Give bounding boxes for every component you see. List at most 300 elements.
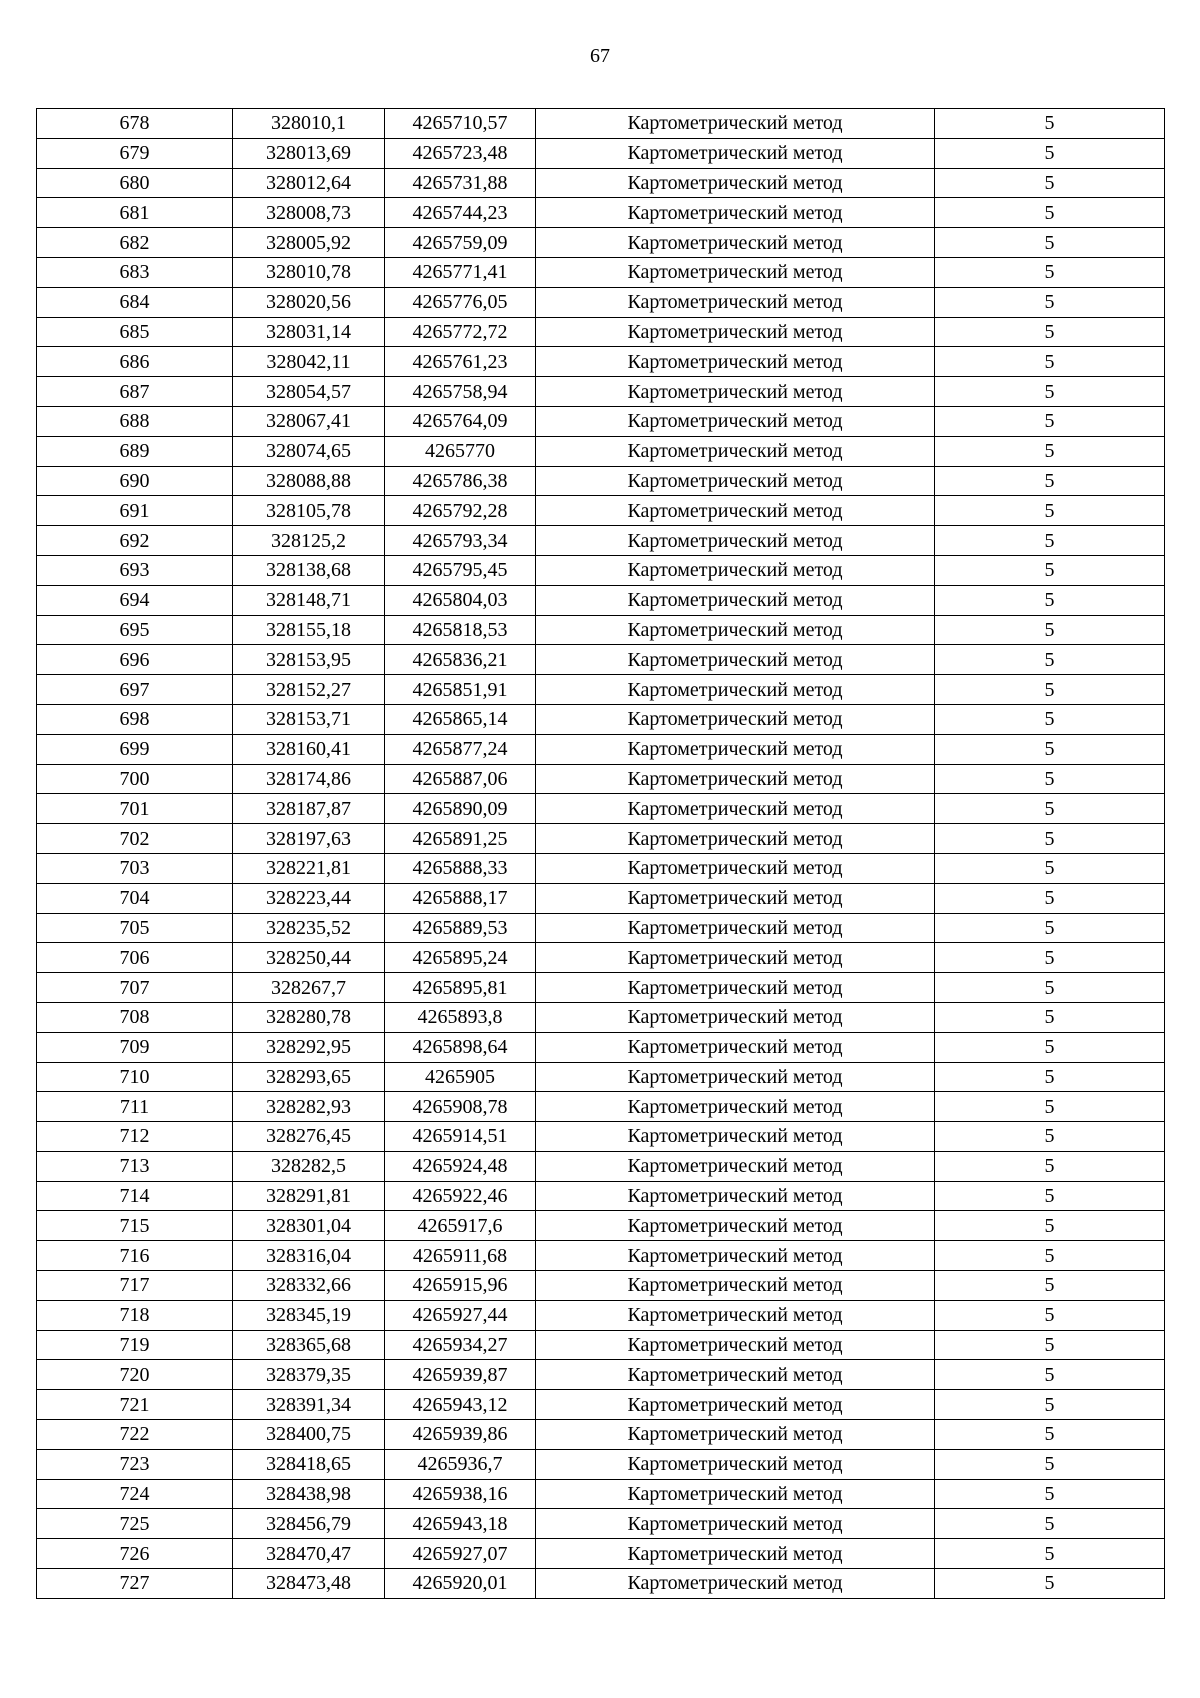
method-cell: Картометрический метод xyxy=(536,496,935,526)
y-coordinate-cell: 4265888,17 xyxy=(385,883,536,913)
point-number-cell: 705 xyxy=(37,913,233,943)
method-cell: Картометрический метод xyxy=(536,1062,935,1092)
y-coordinate-cell: 4265836,21 xyxy=(385,645,536,675)
method-cell: Картометрический метод xyxy=(536,794,935,824)
accuracy-cell: 5 xyxy=(935,1300,1165,1330)
x-coordinate-cell: 328282,5 xyxy=(233,1151,385,1181)
x-coordinate-cell: 328010,1 xyxy=(233,109,385,139)
x-coordinate-cell: 328365,68 xyxy=(233,1330,385,1360)
accuracy-cell: 5 xyxy=(935,1360,1165,1390)
method-cell: Картометрический метод xyxy=(536,1420,935,1450)
table-row xyxy=(37,1062,1165,1092)
x-coordinate-cell: 328473,48 xyxy=(233,1569,385,1599)
table-row xyxy=(37,257,1165,287)
x-coordinate-cell: 328155,18 xyxy=(233,615,385,645)
table-row xyxy=(37,764,1165,794)
point-number-cell: 700 xyxy=(37,764,233,794)
page-number: 67 xyxy=(590,45,610,67)
y-coordinate-cell: 4265710,57 xyxy=(385,109,536,139)
table-row xyxy=(37,168,1165,198)
table-row xyxy=(37,1151,1165,1181)
accuracy-cell: 5 xyxy=(935,883,1165,913)
table-row xyxy=(37,1330,1165,1360)
table-row xyxy=(37,615,1165,645)
y-coordinate-cell: 4265905 xyxy=(385,1062,536,1092)
y-coordinate-cell: 4265893,8 xyxy=(385,1002,536,1032)
accuracy-cell: 5 xyxy=(935,1449,1165,1479)
table-row xyxy=(37,734,1165,764)
x-coordinate-cell: 328138,68 xyxy=(233,555,385,585)
x-coordinate-cell: 328020,56 xyxy=(233,287,385,317)
method-cell: Картометрический метод xyxy=(536,377,935,407)
y-coordinate-cell: 4265770 xyxy=(385,436,536,466)
point-number-cell: 696 xyxy=(37,645,233,675)
method-cell: Картометрический метод xyxy=(536,138,935,168)
point-number-cell: 716 xyxy=(37,1241,233,1271)
x-coordinate-cell: 328148,71 xyxy=(233,585,385,615)
x-coordinate-cell: 328223,44 xyxy=(233,883,385,913)
point-number-cell: 718 xyxy=(37,1300,233,1330)
point-number-cell: 683 xyxy=(37,257,233,287)
point-number-cell: 720 xyxy=(37,1360,233,1390)
table-row xyxy=(37,1449,1165,1479)
method-cell: Картометрический метод xyxy=(536,1241,935,1271)
x-coordinate-cell: 328391,34 xyxy=(233,1390,385,1420)
y-coordinate-cell: 4265895,81 xyxy=(385,973,536,1003)
x-coordinate-cell: 328316,04 xyxy=(233,1241,385,1271)
accuracy-cell: 5 xyxy=(935,1151,1165,1181)
method-cell: Картометрический метод xyxy=(536,1569,935,1599)
accuracy-cell: 5 xyxy=(935,734,1165,764)
x-coordinate-cell: 328125,2 xyxy=(233,526,385,556)
table-row xyxy=(37,1181,1165,1211)
y-coordinate-cell: 4265911,68 xyxy=(385,1241,536,1271)
y-coordinate-cell: 4265804,03 xyxy=(385,585,536,615)
accuracy-cell: 5 xyxy=(935,1479,1165,1509)
x-coordinate-cell: 328470,47 xyxy=(233,1539,385,1569)
table-row xyxy=(37,824,1165,854)
accuracy-cell: 5 xyxy=(935,824,1165,854)
x-coordinate-cell: 328187,87 xyxy=(233,794,385,824)
table-row xyxy=(37,317,1165,347)
method-cell: Картометрический метод xyxy=(536,1300,935,1330)
method-cell: Картометрический метод xyxy=(536,704,935,734)
accuracy-cell: 5 xyxy=(935,526,1165,556)
method-cell: Картометрический метод xyxy=(536,1032,935,1062)
x-coordinate-cell: 328418,65 xyxy=(233,1449,385,1479)
x-coordinate-cell: 328105,78 xyxy=(233,496,385,526)
point-number-cell: 699 xyxy=(37,734,233,764)
table-row xyxy=(37,1002,1165,1032)
point-number-cell: 726 xyxy=(37,1539,233,1569)
method-cell: Картометрический метод xyxy=(536,1181,935,1211)
accuracy-cell: 5 xyxy=(935,704,1165,734)
method-cell: Картометрический метод xyxy=(536,764,935,794)
y-coordinate-cell: 4265744,23 xyxy=(385,198,536,228)
y-coordinate-cell: 4265943,18 xyxy=(385,1509,536,1539)
accuracy-cell: 5 xyxy=(935,228,1165,258)
coordinates-table xyxy=(36,108,1165,1599)
point-number-cell: 709 xyxy=(37,1032,233,1062)
method-cell: Картометрический метод xyxy=(536,1092,935,1122)
table-row xyxy=(37,973,1165,1003)
table-row xyxy=(37,1241,1165,1271)
y-coordinate-cell: 4265865,14 xyxy=(385,704,536,734)
method-cell: Картометрический метод xyxy=(536,883,935,913)
method-cell: Картометрический метод xyxy=(536,1449,935,1479)
table-row xyxy=(37,913,1165,943)
table-row xyxy=(37,1300,1165,1330)
table-row xyxy=(37,1360,1165,1390)
table-row xyxy=(37,1211,1165,1241)
table-row xyxy=(37,1539,1165,1569)
table-row xyxy=(37,585,1165,615)
accuracy-cell: 5 xyxy=(935,406,1165,436)
point-number-cell: 698 xyxy=(37,704,233,734)
y-coordinate-cell: 4265939,87 xyxy=(385,1360,536,1390)
method-cell: Картометрический метод xyxy=(536,347,935,377)
table-row xyxy=(37,347,1165,377)
y-coordinate-cell: 4265917,6 xyxy=(385,1211,536,1241)
method-cell: Картометрический метод xyxy=(536,615,935,645)
point-number-cell: 695 xyxy=(37,615,233,645)
point-number-cell: 725 xyxy=(37,1509,233,1539)
point-number-cell: 708 xyxy=(37,1002,233,1032)
point-number-cell: 690 xyxy=(37,466,233,496)
y-coordinate-cell: 4265887,06 xyxy=(385,764,536,794)
y-coordinate-cell: 4265776,05 xyxy=(385,287,536,317)
y-coordinate-cell: 4265792,28 xyxy=(385,496,536,526)
method-cell: Картометрический метод xyxy=(536,645,935,675)
accuracy-cell: 5 xyxy=(935,436,1165,466)
accuracy-cell: 5 xyxy=(935,168,1165,198)
y-coordinate-cell: 4265908,78 xyxy=(385,1092,536,1122)
x-coordinate-cell: 328267,7 xyxy=(233,973,385,1003)
table-row xyxy=(37,287,1165,317)
accuracy-cell: 5 xyxy=(935,764,1165,794)
method-cell: Картометрический метод xyxy=(536,555,935,585)
accuracy-cell: 5 xyxy=(935,1122,1165,1152)
x-coordinate-cell: 328332,66 xyxy=(233,1271,385,1301)
accuracy-cell: 5 xyxy=(935,1539,1165,1569)
point-number-cell: 694 xyxy=(37,585,233,615)
y-coordinate-cell: 4265731,88 xyxy=(385,168,536,198)
x-coordinate-cell: 328301,04 xyxy=(233,1211,385,1241)
y-coordinate-cell: 4265759,09 xyxy=(385,228,536,258)
table-row xyxy=(37,1479,1165,1509)
x-coordinate-cell: 328221,81 xyxy=(233,853,385,883)
accuracy-cell: 5 xyxy=(935,317,1165,347)
point-number-cell: 692 xyxy=(37,526,233,556)
method-cell: Картометрический метод xyxy=(536,1479,935,1509)
x-coordinate-cell: 328292,95 xyxy=(233,1032,385,1062)
table-row xyxy=(37,1092,1165,1122)
y-coordinate-cell: 4265761,23 xyxy=(385,347,536,377)
method-cell: Картометрический метод xyxy=(536,466,935,496)
accuracy-cell: 5 xyxy=(935,913,1165,943)
x-coordinate-cell: 328174,86 xyxy=(233,764,385,794)
method-cell: Картометрический метод xyxy=(536,526,935,556)
point-number-cell: 685 xyxy=(37,317,233,347)
accuracy-cell: 5 xyxy=(935,1032,1165,1062)
method-cell: Картометрический метод xyxy=(536,436,935,466)
y-coordinate-cell: 4265914,51 xyxy=(385,1122,536,1152)
point-number-cell: 684 xyxy=(37,287,233,317)
x-coordinate-cell: 328291,81 xyxy=(233,1181,385,1211)
x-coordinate-cell: 328160,41 xyxy=(233,734,385,764)
method-cell: Картометрический метод xyxy=(536,287,935,317)
method-cell: Картометрический метод xyxy=(536,168,935,198)
x-coordinate-cell: 328008,73 xyxy=(233,198,385,228)
method-cell: Картометрический метод xyxy=(536,1271,935,1301)
table-row xyxy=(37,377,1165,407)
y-coordinate-cell: 4265891,25 xyxy=(385,824,536,854)
method-cell: Картометрический метод xyxy=(536,1360,935,1390)
accuracy-cell: 5 xyxy=(935,1211,1165,1241)
x-coordinate-cell: 328293,65 xyxy=(233,1062,385,1092)
x-coordinate-cell: 328042,11 xyxy=(233,347,385,377)
table-row xyxy=(37,198,1165,228)
y-coordinate-cell: 4265939,86 xyxy=(385,1420,536,1450)
x-coordinate-cell: 328276,45 xyxy=(233,1122,385,1152)
accuracy-cell: 5 xyxy=(935,1002,1165,1032)
accuracy-cell: 5 xyxy=(935,377,1165,407)
point-number-cell: 682 xyxy=(37,228,233,258)
accuracy-cell: 5 xyxy=(935,853,1165,883)
y-coordinate-cell: 4265927,07 xyxy=(385,1539,536,1569)
accuracy-cell: 5 xyxy=(935,496,1165,526)
accuracy-cell: 5 xyxy=(935,466,1165,496)
y-coordinate-cell: 4265920,01 xyxy=(385,1569,536,1599)
point-number-cell: 687 xyxy=(37,377,233,407)
table-row xyxy=(37,228,1165,258)
point-number-cell: 724 xyxy=(37,1479,233,1509)
table-row xyxy=(37,943,1165,973)
method-cell: Картометрический метод xyxy=(536,1390,935,1420)
point-number-cell: 711 xyxy=(37,1092,233,1122)
x-coordinate-cell: 328153,71 xyxy=(233,704,385,734)
x-coordinate-cell: 328153,95 xyxy=(233,645,385,675)
table-row xyxy=(37,1420,1165,1450)
accuracy-cell: 5 xyxy=(935,585,1165,615)
x-coordinate-cell: 328250,44 xyxy=(233,943,385,973)
point-number-cell: 712 xyxy=(37,1122,233,1152)
point-number-cell: 704 xyxy=(37,883,233,913)
x-coordinate-cell: 328438,98 xyxy=(233,1479,385,1509)
coordinates-table-body xyxy=(37,109,1165,1599)
point-number-cell: 686 xyxy=(37,347,233,377)
x-coordinate-cell: 328197,63 xyxy=(233,824,385,854)
table-row xyxy=(37,675,1165,705)
table-row xyxy=(37,138,1165,168)
x-coordinate-cell: 328152,27 xyxy=(233,675,385,705)
table-row xyxy=(37,1122,1165,1152)
y-coordinate-cell: 4265877,24 xyxy=(385,734,536,764)
y-coordinate-cell: 4265851,91 xyxy=(385,675,536,705)
point-number-cell: 715 xyxy=(37,1211,233,1241)
method-cell: Картометрический метод xyxy=(536,1509,935,1539)
y-coordinate-cell: 4265793,34 xyxy=(385,526,536,556)
method-cell: Картометрический метод xyxy=(536,675,935,705)
accuracy-cell: 5 xyxy=(935,1181,1165,1211)
accuracy-cell: 5 xyxy=(935,973,1165,1003)
point-number-cell: 702 xyxy=(37,824,233,854)
y-coordinate-cell: 4265927,44 xyxy=(385,1300,536,1330)
accuracy-cell: 5 xyxy=(935,198,1165,228)
method-cell: Картометрический метод xyxy=(536,585,935,615)
point-number-cell: 688 xyxy=(37,406,233,436)
accuracy-cell: 5 xyxy=(935,1062,1165,1092)
method-cell: Картометрический метод xyxy=(536,1122,935,1152)
y-coordinate-cell: 4265786,38 xyxy=(385,466,536,496)
x-coordinate-cell: 328074,65 xyxy=(233,436,385,466)
x-coordinate-cell: 328013,69 xyxy=(233,138,385,168)
accuracy-cell: 5 xyxy=(935,555,1165,585)
y-coordinate-cell: 4265924,48 xyxy=(385,1151,536,1181)
accuracy-cell: 5 xyxy=(935,1241,1165,1271)
accuracy-cell: 5 xyxy=(935,347,1165,377)
y-coordinate-cell: 4265915,96 xyxy=(385,1271,536,1301)
y-coordinate-cell: 4265934,27 xyxy=(385,1330,536,1360)
x-coordinate-cell: 328400,75 xyxy=(233,1420,385,1450)
point-number-cell: 717 xyxy=(37,1271,233,1301)
method-cell: Картометрический метод xyxy=(536,943,935,973)
table-row xyxy=(37,109,1165,139)
table-row xyxy=(37,526,1165,556)
x-coordinate-cell: 328005,92 xyxy=(233,228,385,258)
y-coordinate-cell: 4265771,41 xyxy=(385,257,536,287)
table-row xyxy=(37,645,1165,675)
accuracy-cell: 5 xyxy=(935,615,1165,645)
accuracy-cell: 5 xyxy=(935,1390,1165,1420)
point-number-cell: 722 xyxy=(37,1420,233,1450)
accuracy-cell: 5 xyxy=(935,1271,1165,1301)
table-row xyxy=(37,555,1165,585)
table-row xyxy=(37,883,1165,913)
point-number-cell: 693 xyxy=(37,555,233,585)
accuracy-cell: 5 xyxy=(935,1420,1165,1450)
point-number-cell: 723 xyxy=(37,1449,233,1479)
y-coordinate-cell: 4265890,09 xyxy=(385,794,536,824)
y-coordinate-cell: 4265723,48 xyxy=(385,138,536,168)
method-cell: Картометрический метод xyxy=(536,973,935,1003)
point-number-cell: 681 xyxy=(37,198,233,228)
point-number-cell: 680 xyxy=(37,168,233,198)
point-number-cell: 710 xyxy=(37,1062,233,1092)
y-coordinate-cell: 4265922,46 xyxy=(385,1181,536,1211)
y-coordinate-cell: 4265889,53 xyxy=(385,913,536,943)
accuracy-cell: 5 xyxy=(935,645,1165,675)
method-cell: Картометрический метод xyxy=(536,406,935,436)
point-number-cell: 691 xyxy=(37,496,233,526)
x-coordinate-cell: 328012,64 xyxy=(233,168,385,198)
accuracy-cell: 5 xyxy=(935,1330,1165,1360)
x-coordinate-cell: 328379,35 xyxy=(233,1360,385,1390)
accuracy-cell: 5 xyxy=(935,257,1165,287)
y-coordinate-cell: 4265764,09 xyxy=(385,406,536,436)
table-row xyxy=(37,1032,1165,1062)
y-coordinate-cell: 4265936,7 xyxy=(385,1449,536,1479)
y-coordinate-cell: 4265938,16 xyxy=(385,1479,536,1509)
method-cell: Картометрический метод xyxy=(536,1539,935,1569)
accuracy-cell: 5 xyxy=(935,794,1165,824)
point-number-cell: 721 xyxy=(37,1390,233,1420)
y-coordinate-cell: 4265943,12 xyxy=(385,1390,536,1420)
x-coordinate-cell: 328088,88 xyxy=(233,466,385,496)
point-number-cell: 679 xyxy=(37,138,233,168)
table-row xyxy=(37,853,1165,883)
accuracy-cell: 5 xyxy=(935,138,1165,168)
point-number-cell: 703 xyxy=(37,853,233,883)
accuracy-cell: 5 xyxy=(935,943,1165,973)
table-row xyxy=(37,1509,1165,1539)
point-number-cell: 706 xyxy=(37,943,233,973)
x-coordinate-cell: 328282,93 xyxy=(233,1092,385,1122)
table-row xyxy=(37,436,1165,466)
x-coordinate-cell: 328067,41 xyxy=(233,406,385,436)
point-number-cell: 678 xyxy=(37,109,233,139)
x-coordinate-cell: 328031,14 xyxy=(233,317,385,347)
y-coordinate-cell: 4265772,72 xyxy=(385,317,536,347)
method-cell: Картометрический метод xyxy=(536,1151,935,1181)
table-row xyxy=(37,406,1165,436)
table-row xyxy=(37,466,1165,496)
point-number-cell: 727 xyxy=(37,1569,233,1599)
y-coordinate-cell: 4265898,64 xyxy=(385,1032,536,1062)
method-cell: Картометрический метод xyxy=(536,228,935,258)
point-number-cell: 714 xyxy=(37,1181,233,1211)
table-row xyxy=(37,1271,1165,1301)
point-number-cell: 713 xyxy=(37,1151,233,1181)
method-cell: Картометрический метод xyxy=(536,824,935,854)
table-row xyxy=(37,496,1165,526)
x-coordinate-cell: 328010,78 xyxy=(233,257,385,287)
x-coordinate-cell: 328456,79 xyxy=(233,1509,385,1539)
table-row xyxy=(37,704,1165,734)
y-coordinate-cell: 4265795,45 xyxy=(385,555,536,585)
method-cell: Картометрический метод xyxy=(536,317,935,347)
table-row xyxy=(37,1390,1165,1420)
method-cell: Картометрический метод xyxy=(536,913,935,943)
point-number-cell: 701 xyxy=(37,794,233,824)
y-coordinate-cell: 4265888,33 xyxy=(385,853,536,883)
y-coordinate-cell: 4265818,53 xyxy=(385,615,536,645)
accuracy-cell: 5 xyxy=(935,1509,1165,1539)
point-number-cell: 697 xyxy=(37,675,233,705)
method-cell: Картометрический метод xyxy=(536,1330,935,1360)
point-number-cell: 719 xyxy=(37,1330,233,1360)
accuracy-cell: 5 xyxy=(935,1092,1165,1122)
x-coordinate-cell: 328345,19 xyxy=(233,1300,385,1330)
point-number-cell: 689 xyxy=(37,436,233,466)
accuracy-cell: 5 xyxy=(935,1569,1165,1599)
method-cell: Картометрический метод xyxy=(536,1002,935,1032)
x-coordinate-cell: 328280,78 xyxy=(233,1002,385,1032)
method-cell: Картометрический метод xyxy=(536,1211,935,1241)
y-coordinate-cell: 4265758,94 xyxy=(385,377,536,407)
method-cell: Картометрический метод xyxy=(536,853,935,883)
method-cell: Картометрический метод xyxy=(536,734,935,764)
method-cell: Картометрический метод xyxy=(536,109,935,139)
y-coordinate-cell: 4265895,24 xyxy=(385,943,536,973)
accuracy-cell: 5 xyxy=(935,109,1165,139)
accuracy-cell: 5 xyxy=(935,287,1165,317)
table-row xyxy=(37,1569,1165,1599)
point-number-cell: 707 xyxy=(37,973,233,1003)
x-coordinate-cell: 328235,52 xyxy=(233,913,385,943)
table-row xyxy=(37,794,1165,824)
accuracy-cell: 5 xyxy=(935,675,1165,705)
